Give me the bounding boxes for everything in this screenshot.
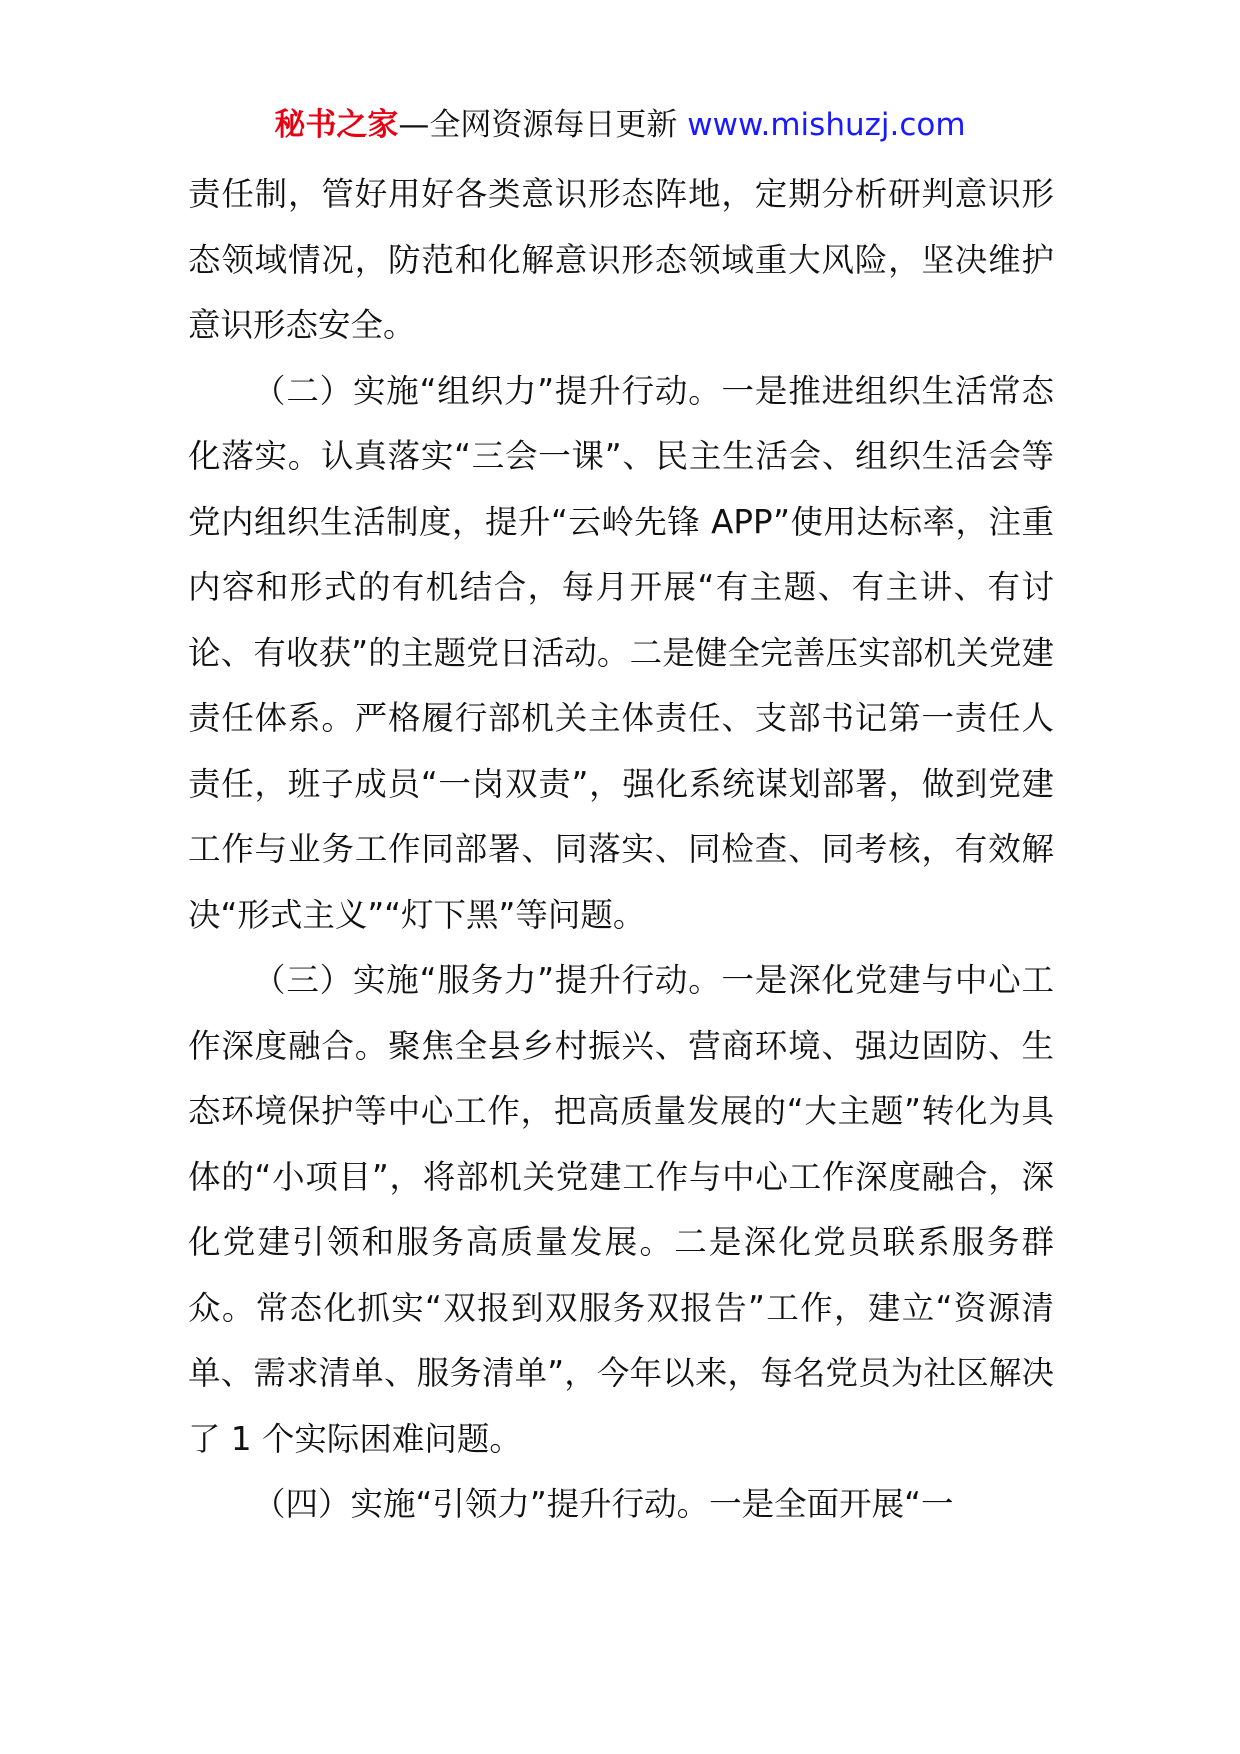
paragraph-section-4: （四）实施“引领力”提升行动。一是全面开展“一 <box>253 1485 954 1523</box>
paragraph-section-2: （二）实施“组织力”提升行动。一是推进组织生活常态化落实。认真落实“三会一课”、民主生活会、组织生活会等党内组织生活制度，提升“云岭先锋 APP”使用达标率，注重内容和形式的有机结合，每月开展“有主题、有主讲、有讨论、有收获”的主题党日活动。二是健全完善压实部机关党建责任体系。严格履行部机关主体责任、支部书记第一责任人责任，班子成员“一岗双责”，强化系统谋划部署，做到党建工作与业务工作同部署、同落实、同检查、同考核，有效解决“形式主义”“灯下黑”等问题。 <box>188 371 1054 934</box>
page-header <box>0 98 1240 152</box>
paragraph-continuation: 责任制，管好用好各类意识形态阵地，定期分析研判意识形态领域情况，防范和化解意识形态领域重大风险，坚决维护意识形态安全。 <box>188 175 1054 344</box>
header-tagline: —全网资源每日更新 <box>398 107 678 143</box>
paragraph-section-3: （三）实施“服务力”提升行动。一是深化党建与中心工作深度融合。聚焦全县乡村振兴、营商环境、强边固防、生态环境保护等中心工作，把高质量发展的“大主题”转化为具体的“小项目”，将部机关党建工作与中心工作深度融合，深化党建引领和服务高质量发展。二是深化党员联系服务群众。常态化抓实“双报到双服务双报告”工作，建立“资源清单、需求清单、服务清单”，今年以来，每名党员为社区解决了 1 个实际困难问题。 <box>188 961 1054 1458</box>
document-body <box>188 162 1054 1538</box>
brand-name: 秘书之家 <box>274 107 399 143</box>
site-url-link[interactable]: www.mishuzj.com <box>687 107 966 143</box>
